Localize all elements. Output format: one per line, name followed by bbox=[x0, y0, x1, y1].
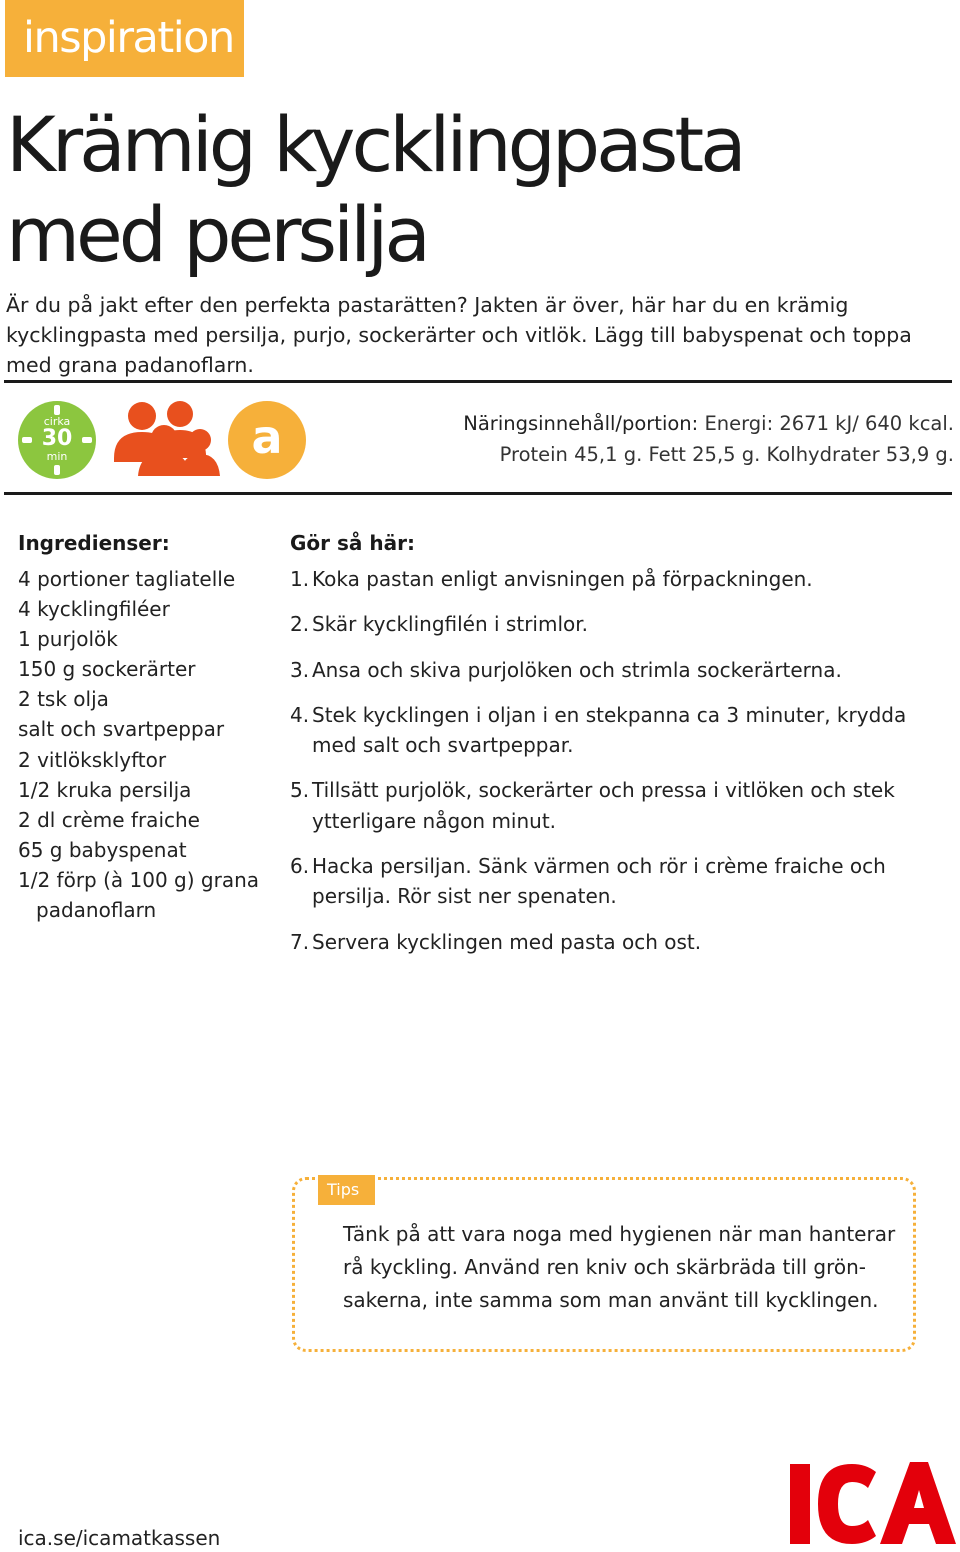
step-number: 4. bbox=[290, 702, 310, 727]
time-value: 30 bbox=[41, 426, 73, 451]
step-item bbox=[290, 655, 910, 685]
step-number: 7. bbox=[290, 929, 310, 954]
tips-text: Tänk på att vara noga med hygienen när man hanterar rå kyckling. Använd ren kniv och skärbräda till grön-sakerna, inte samma som man använt till kycklingen. bbox=[343, 1222, 896, 1312]
ingredient-item: 1/2 förp (à 100 g) grana padanoflarn bbox=[18, 867, 260, 923]
time-tick bbox=[54, 465, 60, 475]
time-icon bbox=[18, 401, 96, 479]
step-text: Stek kycklingen i oljan i en stekpanna ca 3 minuter, krydda med salt och svartpeppar. bbox=[312, 702, 907, 758]
step-item bbox=[290, 609, 910, 639]
people-icon bbox=[104, 398, 220, 478]
time-prefix: cirka bbox=[43, 415, 71, 428]
steps-list bbox=[290, 564, 910, 972]
page-title-line-1: Krämig kycklingpasta bbox=[6, 100, 743, 189]
ingredient-item: salt och svartpeppar bbox=[18, 717, 225, 742]
ingredient-item: 2 tsk olja bbox=[18, 687, 109, 712]
nutrition-line-1 bbox=[334, 408, 954, 439]
step-item bbox=[290, 927, 910, 957]
step-number: 1. bbox=[290, 567, 310, 591]
footer-link[interactable]: ica.se/icamatkassen bbox=[18, 1526, 221, 1550]
page-title-line-2: med persilja bbox=[6, 190, 427, 279]
category-tag: inspiration bbox=[5, 0, 244, 77]
ingredient-item: 4 kycklingfiléer bbox=[18, 597, 170, 622]
step-item bbox=[290, 700, 910, 761]
nutrition-energy: Energi: 2671 kJ/ 640 kcal. bbox=[704, 412, 954, 435]
step-text: Skär kycklingfilén i strimlor. bbox=[312, 612, 588, 637]
ingredient-item: 1/2 kruka persilja bbox=[18, 777, 192, 802]
nutrition-label: Näringsinnehåll/portion: bbox=[463, 412, 699, 435]
time-tick bbox=[54, 405, 60, 415]
step-number: 3. bbox=[290, 657, 310, 682]
step-text: Hacka persiljan. Sänk värmen och rör i crème fraiche och persilja. Rör sist ner spenaten. bbox=[312, 854, 886, 909]
ingredient-item: 2 vitlöksklyftor bbox=[18, 747, 167, 772]
step-text: Koka pastan enligt anvisningen på förpackningen. bbox=[312, 567, 813, 591]
ingredient-item: 1 purjolök bbox=[18, 627, 118, 652]
step-number: 5. bbox=[290, 778, 310, 803]
step-text: Ansa och skiva purjolöken och strimla sockerärterna. bbox=[312, 657, 842, 682]
divider-top bbox=[4, 380, 952, 383]
ingredient-item: 2 dl crème fraiche bbox=[18, 807, 200, 832]
difficulty-badge: a bbox=[228, 401, 306, 479]
steps-heading: Gör så här: bbox=[290, 531, 415, 555]
nutrition-info bbox=[334, 408, 954, 470]
ingredient-item: 4 portioner tagliatelle bbox=[18, 567, 236, 591]
step-text: Servera kycklingen med pasta och ost. bbox=[312, 929, 702, 954]
step-number: 6. bbox=[290, 854, 310, 879]
ingredients-list bbox=[18, 564, 278, 925]
tips-label: Tips bbox=[318, 1175, 375, 1205]
step-item bbox=[290, 775, 910, 836]
step-text: Tillsätt purjolök, sockerärter och pressa i vitlöken och stek ytterligare någon minut. bbox=[312, 778, 895, 833]
ica-logo bbox=[788, 1460, 956, 1546]
intro-text: Är du på jakt efter den perfekta pastarätten? Jakten är över, här har du en krämig kycklingpasta med persilja, purjo, sockerärter och vitlök. Lägg till babyspenat och toppa med grana padanoflarn. bbox=[6, 293, 912, 377]
step-item bbox=[290, 851, 910, 912]
step-item bbox=[290, 564, 910, 594]
ingredient-item: 150 g sockerärter bbox=[18, 657, 196, 682]
ingredients-heading: Ingredienser: bbox=[18, 531, 170, 555]
page-title bbox=[6, 100, 906, 280]
step-number: 2. bbox=[290, 612, 310, 637]
divider-bottom bbox=[4, 492, 952, 495]
time-unit: min bbox=[46, 450, 68, 463]
ingredient-item: 65 g babyspenat bbox=[18, 837, 187, 862]
nutrition-macros: Protein 45,1 g. Fett 25,5 g. Kolhydrater 53,9 g. bbox=[499, 443, 954, 466]
